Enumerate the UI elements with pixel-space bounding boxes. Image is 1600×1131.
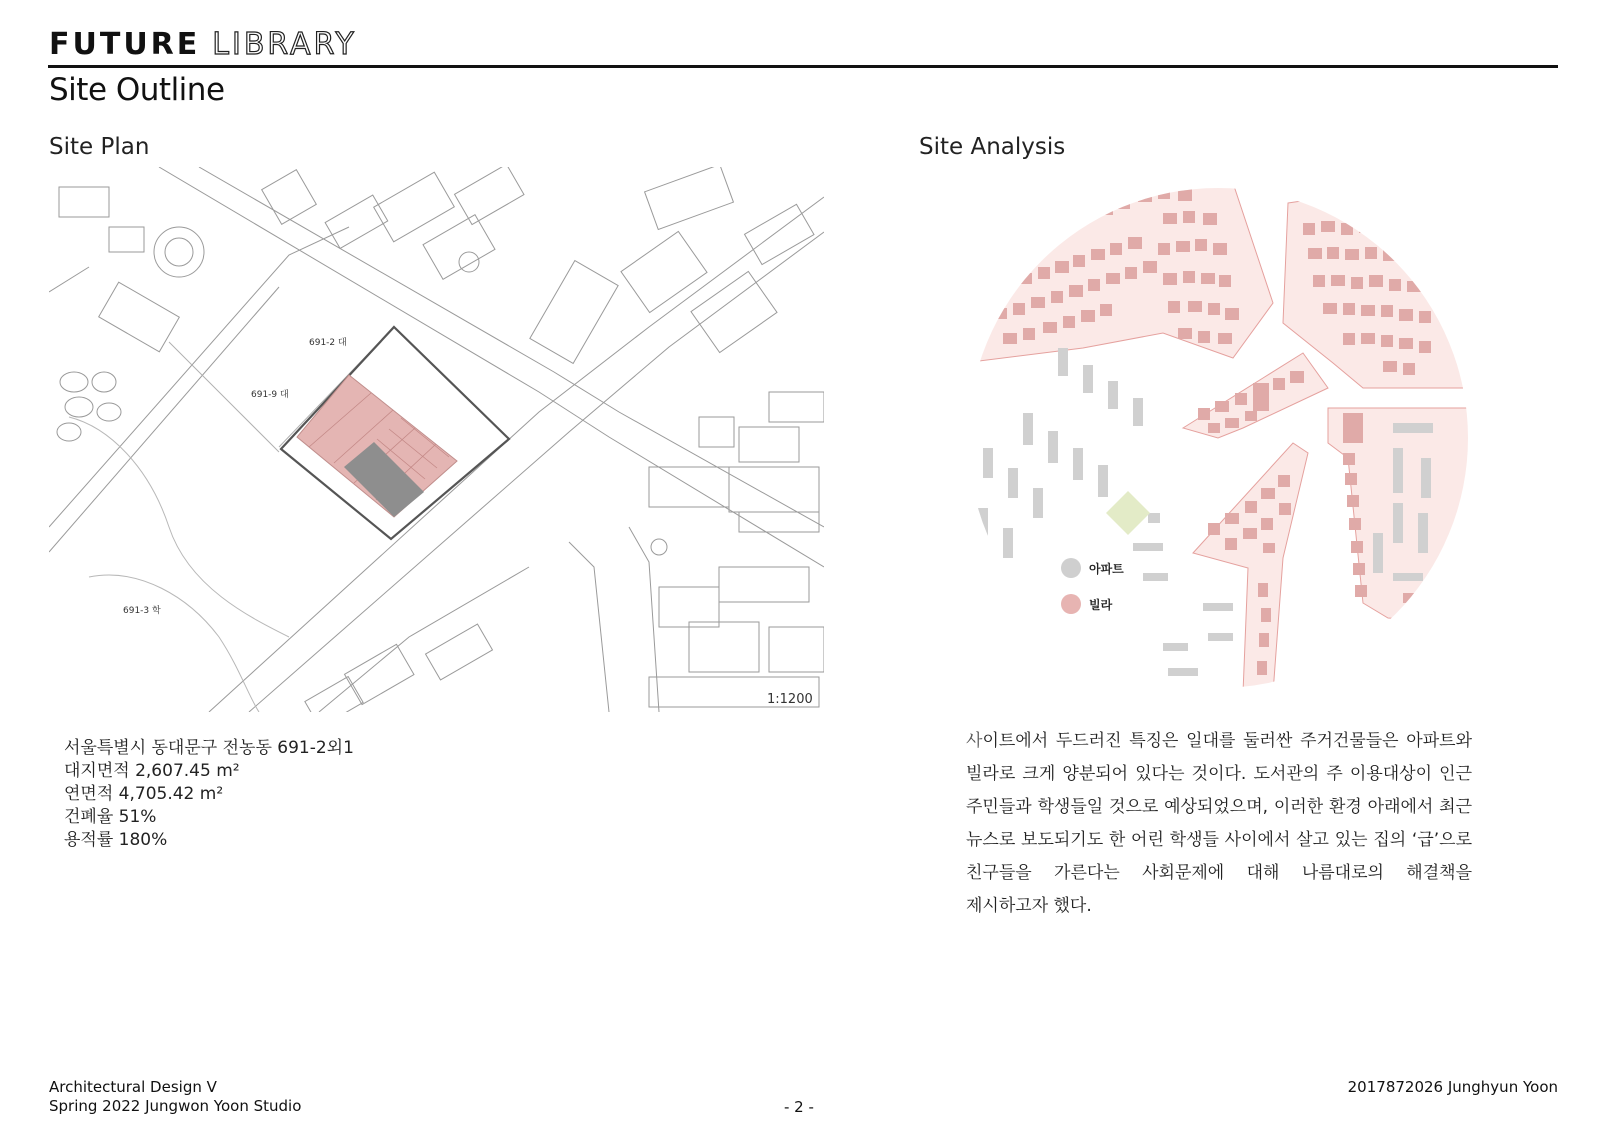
page-number: - 2 -	[784, 1098, 814, 1116]
lot-label-691-9: 691-9 대	[251, 390, 289, 400]
building-coverage: 건폐율 51%	[64, 807, 157, 827]
site-address: 서울특별시 동대문구 전농동 691-2외1	[64, 738, 354, 758]
footer-author: 2017872026 Junghyun Yoon	[1347, 1078, 1558, 1096]
legend-apartment-label: 아파트	[1089, 562, 1124, 576]
brand-logo	[49, 27, 357, 63]
site-area: 대지면적 2,607.45 m²	[64, 761, 240, 781]
dropcap: 사	[966, 731, 983, 751]
scale-label: 1:1200	[767, 692, 813, 707]
legend-villa-swatch	[1061, 594, 1081, 614]
legend-apartment-swatch	[1061, 558, 1081, 578]
analysis-paragraph: 이트에서 두드러진 특징은 일대를 둘러싼 주거건물들은 아파트와 빌라로 크게 양분되어 있다는 것이다. 도서관의 주 이용대상이 인근 주민들과 학생들일 것으로 예상되었으며, 이러한 환경 아래에서 최근 뉴스로 보도되기도 한 어린 학생들 사이에서 살고 있는 집의 ‘급’으로 친구들을 가른다는 사회문제에 대해 나름대로의 해결책을 제시하고자 했다.	[966, 731, 1472, 916]
site-plan-map	[49, 167, 824, 712]
header-rule	[48, 65, 1558, 68]
lot-label-691-3: 691-3 학	[123, 606, 161, 616]
floor-area-ratio: 용적률 180%	[64, 830, 168, 850]
site-info	[64, 737, 354, 852]
site-analysis-title: Site Analysis	[919, 134, 1066, 160]
footer-studio: Spring 2022 Jungwon Yoon Studio	[49, 1097, 302, 1115]
site-plan-title: Site Plan	[49, 134, 150, 160]
site-analysis-diagram	[963, 183, 1473, 693]
site-analysis-text	[966, 725, 1472, 923]
brand-future: FUTURE	[49, 27, 201, 62]
floor-area: 연면적 4,705.42 m²	[64, 784, 224, 804]
lot-label-691-2: 691-2 대	[309, 338, 347, 348]
legend-villa-label: 빌라	[1089, 598, 1113, 612]
brand-library: LIBRARY	[212, 27, 357, 62]
footer-course: Architectural Design V	[49, 1078, 217, 1096]
page-title: Site Outline	[49, 72, 225, 108]
